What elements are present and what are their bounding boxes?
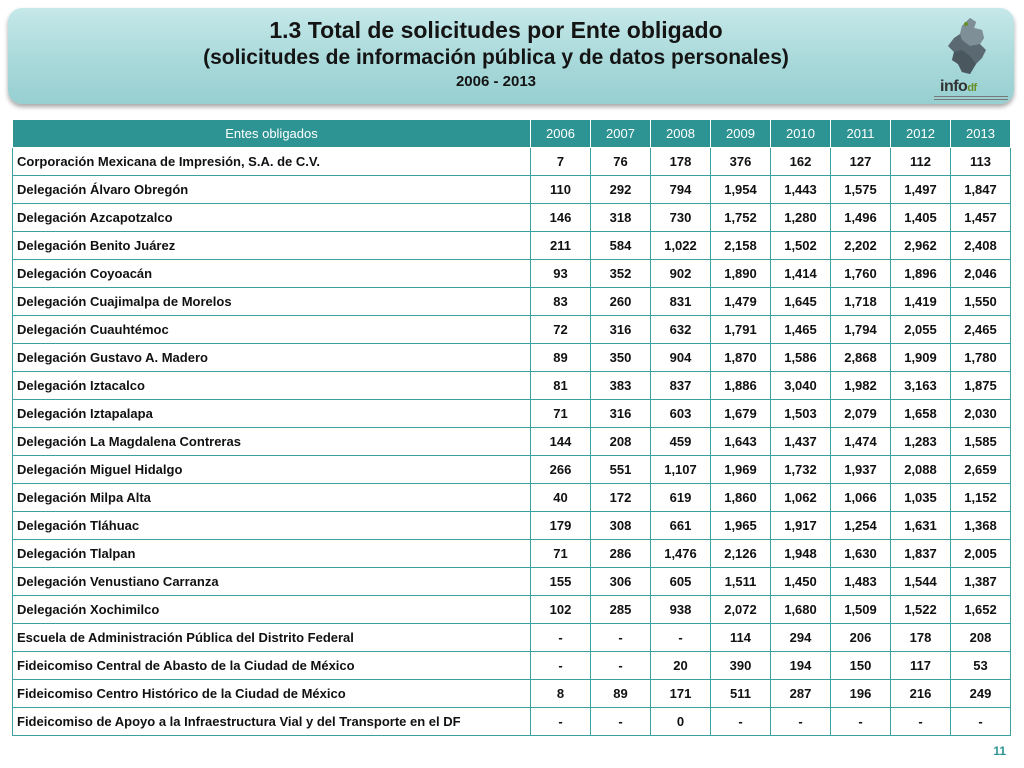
value-cell: 1,450: [771, 568, 831, 596]
value-cell: 216: [891, 680, 951, 708]
value-cell: 511: [711, 680, 771, 708]
table-row: [13, 400, 1011, 428]
value-cell: 1,280: [771, 204, 831, 232]
value-cell: 904: [651, 344, 711, 372]
logo-text: info: [940, 78, 968, 95]
value-cell: 1,886: [711, 372, 771, 400]
value-cell: 1,718: [831, 288, 891, 316]
value-cell: 2,408: [951, 232, 1011, 260]
value-cell: 1,652: [951, 596, 1011, 624]
table-row: [13, 540, 1011, 568]
value-cell: 2,079: [831, 400, 891, 428]
entity-name-cell: Delegación La Magdalena Contreras: [13, 428, 531, 456]
value-cell: 2,055: [891, 316, 951, 344]
value-cell: 603: [651, 400, 711, 428]
entity-name-cell: Delegación Azcapotzalco: [13, 204, 531, 232]
value-cell: 1,152: [951, 484, 1011, 512]
value-cell: 2,465: [951, 316, 1011, 344]
value-cell: 1,575: [831, 176, 891, 204]
value-cell: 1,586: [771, 344, 831, 372]
table-header-row: [13, 120, 1011, 148]
value-cell: 1,509: [831, 596, 891, 624]
value-cell: 2,158: [711, 232, 771, 260]
value-cell: 3,163: [891, 372, 951, 400]
table-row: [13, 484, 1011, 512]
value-cell: 2,005: [951, 540, 1011, 568]
entity-name-cell: Delegación Tláhuac: [13, 512, 531, 540]
value-cell: 208: [951, 624, 1011, 652]
value-cell: 1,969: [711, 456, 771, 484]
entity-name-cell: Escuela de Administración Pública del Distrito Federal: [13, 624, 531, 652]
value-cell: 171: [651, 680, 711, 708]
value-cell: 127: [831, 148, 891, 176]
column-header-year: 2012: [891, 120, 951, 148]
column-header-year: 2013: [951, 120, 1011, 148]
value-cell: 1,780: [951, 344, 1011, 372]
value-cell: 1,414: [771, 260, 831, 288]
value-cell: 1,368: [951, 512, 1011, 540]
value-cell: -: [831, 708, 891, 736]
value-cell: 551: [591, 456, 651, 484]
value-cell: 208: [591, 428, 651, 456]
value-cell: 2,868: [831, 344, 891, 372]
value-cell: 144: [531, 428, 591, 456]
value-cell: 1,283: [891, 428, 951, 456]
value-cell: 102: [531, 596, 591, 624]
entity-name-cell: Delegación Iztacalco: [13, 372, 531, 400]
table-row: [13, 288, 1011, 316]
value-cell: 632: [651, 316, 711, 344]
value-cell: 1,860: [711, 484, 771, 512]
value-cell: 3,040: [771, 372, 831, 400]
value-cell: 1,896: [891, 260, 951, 288]
value-cell: 1,479: [711, 288, 771, 316]
value-cell: 53: [951, 652, 1011, 680]
entity-name-cell: Delegación Milpa Alta: [13, 484, 531, 512]
value-cell: 162: [771, 148, 831, 176]
value-cell: 172: [591, 484, 651, 512]
entity-name-cell: Delegación Miguel Hidalgo: [13, 456, 531, 484]
column-header-year: 2009: [711, 120, 771, 148]
value-cell: 318: [591, 204, 651, 232]
value-cell: 249: [951, 680, 1011, 708]
value-cell: -: [531, 708, 591, 736]
entity-name-cell: Delegación Cuauhtémoc: [13, 316, 531, 344]
value-cell: 1,732: [771, 456, 831, 484]
map-silhouette-icon: [930, 16, 1008, 80]
value-cell: 1,419: [891, 288, 951, 316]
value-cell: 1,965: [711, 512, 771, 540]
value-cell: -: [531, 652, 591, 680]
value-cell: 20: [651, 652, 711, 680]
entity-name-cell: Delegación Coyoacán: [13, 260, 531, 288]
value-cell: 1,443: [771, 176, 831, 204]
value-cell: 308: [591, 512, 651, 540]
table-row: [13, 624, 1011, 652]
value-cell: -: [591, 708, 651, 736]
value-cell: 306: [591, 568, 651, 596]
value-cell: 1,437: [771, 428, 831, 456]
value-cell: 837: [651, 372, 711, 400]
table-row: [13, 148, 1011, 176]
value-cell: 459: [651, 428, 711, 456]
column-header-year: 2011: [831, 120, 891, 148]
value-cell: 2,126: [711, 540, 771, 568]
value-cell: 1,474: [831, 428, 891, 456]
value-cell: 1,948: [771, 540, 831, 568]
value-cell: 1,465: [771, 316, 831, 344]
table-body: [13, 148, 1011, 736]
value-cell: -: [531, 624, 591, 652]
value-cell: 1,511: [711, 568, 771, 596]
title-line-1: 1.3 Total de solicitudes por Ente obligado: [269, 17, 723, 43]
value-cell: 1,954: [711, 176, 771, 204]
table-row: [13, 176, 1011, 204]
value-cell: 352: [591, 260, 651, 288]
value-cell: 155: [531, 568, 591, 596]
value-cell: 286: [591, 540, 651, 568]
value-cell: 661: [651, 512, 711, 540]
table-row: [13, 232, 1011, 260]
value-cell: 1,794: [831, 316, 891, 344]
value-cell: 1,791: [711, 316, 771, 344]
value-cell: 1,107: [651, 456, 711, 484]
value-cell: 316: [591, 400, 651, 428]
value-cell: 1,387: [951, 568, 1011, 596]
value-cell: 1,476: [651, 540, 711, 568]
value-cell: 1,680: [771, 596, 831, 624]
value-cell: 1,522: [891, 596, 951, 624]
value-cell: 146: [531, 204, 591, 232]
value-cell: 794: [651, 176, 711, 204]
value-cell: 1,457: [951, 204, 1011, 232]
table-row: [13, 512, 1011, 540]
value-cell: 1,643: [711, 428, 771, 456]
value-cell: 260: [591, 288, 651, 316]
table-row: [13, 372, 1011, 400]
value-cell: 211: [531, 232, 591, 260]
value-cell: 117: [891, 652, 951, 680]
value-cell: 1,497: [891, 176, 951, 204]
value-cell: 938: [651, 596, 711, 624]
value-cell: -: [951, 708, 1011, 736]
value-cell: 1,405: [891, 204, 951, 232]
table-row: [13, 344, 1011, 372]
entity-name-cell: Delegación Iztapalapa: [13, 400, 531, 428]
value-cell: 81: [531, 372, 591, 400]
column-header-entity: Entes obligados: [13, 120, 531, 148]
value-cell: 292: [591, 176, 651, 204]
value-cell: 2,962: [891, 232, 951, 260]
value-cell: -: [771, 708, 831, 736]
value-cell: 83: [531, 288, 591, 316]
value-cell: 1,035: [891, 484, 951, 512]
value-cell: 2,659: [951, 456, 1011, 484]
value-cell: 1,066: [831, 484, 891, 512]
value-cell: -: [591, 624, 651, 652]
value-cell: 178: [891, 624, 951, 652]
value-cell: 376: [711, 148, 771, 176]
entity-name-cell: Fideicomiso Central de Abasto de la Ciudad de México: [13, 652, 531, 680]
value-cell: 390: [711, 652, 771, 680]
entity-name-cell: Delegación Tlalpan: [13, 540, 531, 568]
value-cell: 89: [531, 344, 591, 372]
value-cell: 1,982: [831, 372, 891, 400]
entity-name-cell: Delegación Xochimilco: [13, 596, 531, 624]
value-cell: 1,679: [711, 400, 771, 428]
entity-name-cell: Delegación Cuajimalpa de Morelos: [13, 288, 531, 316]
entity-name-cell: Delegación Benito Juárez: [13, 232, 531, 260]
value-cell: 605: [651, 568, 711, 596]
logo-tagline: [934, 96, 1008, 104]
value-cell: 71: [531, 400, 591, 428]
infodf-logo: [930, 16, 1008, 100]
value-cell: 2,030: [951, 400, 1011, 428]
value-cell: 1,837: [891, 540, 951, 568]
table-row: [13, 652, 1011, 680]
value-cell: 350: [591, 344, 651, 372]
value-cell: 316: [591, 316, 651, 344]
value-cell: 1,890: [711, 260, 771, 288]
value-cell: 178: [651, 148, 711, 176]
table-row: [13, 428, 1011, 456]
page-number: 11: [993, 744, 1006, 758]
value-cell: 2,072: [711, 596, 771, 624]
value-cell: 196: [831, 680, 891, 708]
value-cell: 114: [711, 624, 771, 652]
title-banner: [8, 8, 1014, 104]
value-cell: 2,088: [891, 456, 951, 484]
entity-name-cell: Delegación Álvaro Obregón: [13, 176, 531, 204]
value-cell: 1,760: [831, 260, 891, 288]
value-cell: 1,658: [891, 400, 951, 428]
value-cell: 7: [531, 148, 591, 176]
value-cell: 287: [771, 680, 831, 708]
value-cell: 1,503: [771, 400, 831, 428]
title-years: 2006 - 2013: [455, 73, 537, 90]
page-title: [8, 16, 1014, 93]
value-cell: 730: [651, 204, 711, 232]
value-cell: 1,917: [771, 512, 831, 540]
column-header-year: 2008: [651, 120, 711, 148]
table-row: [13, 316, 1011, 344]
value-cell: 110: [531, 176, 591, 204]
value-cell: 266: [531, 456, 591, 484]
value-cell: 1,496: [831, 204, 891, 232]
table-row: [13, 260, 1011, 288]
value-cell: 1,631: [891, 512, 951, 540]
value-cell: 831: [651, 288, 711, 316]
value-cell: 194: [771, 652, 831, 680]
value-cell: -: [651, 624, 711, 652]
value-cell: 1,847: [951, 176, 1011, 204]
value-cell: 1,550: [951, 288, 1011, 316]
requests-table: [12, 119, 1011, 736]
value-cell: 112: [891, 148, 951, 176]
value-cell: 40: [531, 484, 591, 512]
value-cell: 1,483: [831, 568, 891, 596]
table-row: [13, 708, 1011, 736]
value-cell: 179: [531, 512, 591, 540]
column-header-year: 2006: [531, 120, 591, 148]
value-cell: 1,022: [651, 232, 711, 260]
value-cell: 0: [651, 708, 711, 736]
entity-name-cell: Fideicomiso de Apoyo a la Infraestructura Vial y del Transporte en el DF: [13, 708, 531, 736]
value-cell: 285: [591, 596, 651, 624]
value-cell: 72: [531, 316, 591, 344]
value-cell: 619: [651, 484, 711, 512]
value-cell: 1,585: [951, 428, 1011, 456]
value-cell: 1,630: [831, 540, 891, 568]
value-cell: 383: [591, 372, 651, 400]
value-cell: 93: [531, 260, 591, 288]
value-cell: 76: [591, 148, 651, 176]
value-cell: 1,062: [771, 484, 831, 512]
value-cell: 902: [651, 260, 711, 288]
value-cell: 1,502: [771, 232, 831, 260]
entity-name-cell: Delegación Venustiano Carranza: [13, 568, 531, 596]
title-line-2: (solicitudes de información pública y de datos personales): [203, 46, 789, 69]
value-cell: 1,752: [711, 204, 771, 232]
value-cell: 89: [591, 680, 651, 708]
table-row: [13, 204, 1011, 232]
value-cell: 1,937: [831, 456, 891, 484]
value-cell: 2,046: [951, 260, 1011, 288]
value-cell: 113: [951, 148, 1011, 176]
value-cell: -: [591, 652, 651, 680]
column-header-year: 2007: [591, 120, 651, 148]
value-cell: 71: [531, 540, 591, 568]
value-cell: 1,875: [951, 372, 1011, 400]
table-row: [13, 568, 1011, 596]
table-row: [13, 456, 1011, 484]
logo-suffix: df: [967, 82, 977, 94]
value-cell: 1,870: [711, 344, 771, 372]
value-cell: 8: [531, 680, 591, 708]
entity-name-cell: Fideicomiso Centro Histórico de la Ciudad de México: [13, 680, 531, 708]
value-cell: 150: [831, 652, 891, 680]
entity-name-cell: Delegación Gustavo A. Madero: [13, 344, 531, 372]
value-cell: 1,254: [831, 512, 891, 540]
table-row: [13, 596, 1011, 624]
column-header-year: 2010: [771, 120, 831, 148]
value-cell: -: [711, 708, 771, 736]
value-cell: 2,202: [831, 232, 891, 260]
value-cell: 584: [591, 232, 651, 260]
value-cell: 1,909: [891, 344, 951, 372]
entity-name-cell: Corporación Mexicana de Impresión, S.A. de C.V.: [13, 148, 531, 176]
table-row: [13, 680, 1011, 708]
value-cell: 1,544: [891, 568, 951, 596]
value-cell: 206: [831, 624, 891, 652]
value-cell: -: [891, 708, 951, 736]
value-cell: 294: [771, 624, 831, 652]
value-cell: 1,645: [771, 288, 831, 316]
